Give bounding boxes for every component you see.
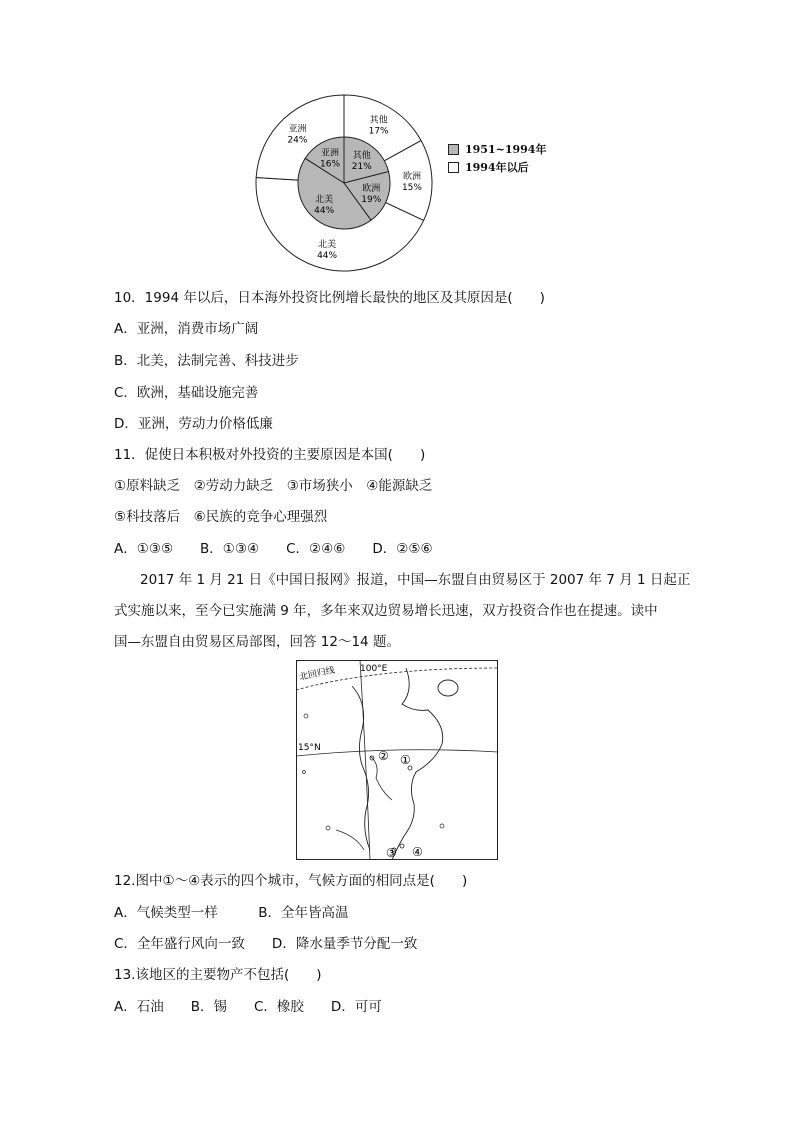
map-svg bbox=[296, 660, 498, 860]
japan-investment-pie-chart bbox=[254, 92, 434, 274]
tropic-label: 北回归线 bbox=[298, 665, 336, 683]
legend-swatch-white bbox=[448, 162, 459, 173]
legend-item-1951-1994 bbox=[448, 140, 546, 158]
passage-line-1: 2017 年 1 月 21 日《中国日报网》报道，中国—东盟自由贸易区于 2007 年 7 月 1 日起正 bbox=[140, 572, 691, 588]
pie-value-inner-欧洲: 19% bbox=[361, 194, 382, 205]
q13-stem: 13.该地区的主要物产不包括( ) bbox=[114, 967, 322, 983]
q13-options: A．石油 B．锡 C．橡胶 D．可可 bbox=[114, 999, 382, 1015]
city-3-label: ③ bbox=[386, 846, 397, 860]
pie-legend bbox=[448, 140, 546, 176]
pie-value-outer-其他: 17% bbox=[368, 126, 389, 137]
pie-label-inner-其他: 其他 bbox=[352, 151, 371, 162]
legend-item-after-1994 bbox=[448, 158, 546, 176]
pie-svg bbox=[254, 92, 434, 274]
pie-value-inner-北美: 44% bbox=[314, 206, 335, 217]
q10-option-c: C．欧洲，基础设施完善 bbox=[114, 385, 259, 401]
q10-option-a: A．亚洲，消费市场广阔 bbox=[114, 321, 259, 337]
q10-option-b: B．北美，法制完善、科技进步 bbox=[114, 353, 299, 369]
pie-label-inner-亚洲: 亚洲 bbox=[321, 148, 340, 159]
passage-line-2: 式实施以来，至今已实施满 9 年，多年来双边贸易增长迅速，双方投资合作也在提速。读中 bbox=[114, 603, 658, 619]
q12-options-row2: C．全年盛行风向一致 D．降水量季节分配一致 bbox=[114, 936, 418, 952]
q10-stem: 10．1994 年以后，日本海外投资比例增长最快的地区及其原因是( ) bbox=[114, 290, 545, 306]
pie-label-outer-其他: 其他 bbox=[369, 115, 388, 126]
passage-line-3: 国—东盟自由贸易区局部图，回答 12～14 题。 bbox=[114, 634, 400, 650]
pie-value-inner-亚洲: 16% bbox=[320, 159, 341, 170]
q11-options: A．①③⑤ B．①③④ C．②④⑥ D．②⑤⑥ bbox=[114, 541, 433, 557]
legend-label-1951-1994: 1951~1994年 bbox=[465, 143, 547, 156]
lon-label: 100°E bbox=[360, 664, 388, 674]
q11-stem: 11．促使日本积极对外投资的主要原因是本国( ) bbox=[114, 447, 426, 463]
q11-items-1: ①原料缺乏 ②劳动力缺乏 ③市场狭小 ④能源缺乏 bbox=[114, 478, 433, 494]
asean-region-map bbox=[296, 660, 498, 860]
q12-stem: 12.图中①～④表示的四个城市，气候方面的相同点是( ) bbox=[114, 873, 468, 889]
legend-swatch-gray bbox=[448, 144, 459, 155]
pie-value-inner-其他: 21% bbox=[351, 162, 372, 173]
pie-label-outer-欧洲: 欧洲 bbox=[402, 171, 421, 182]
pie-value-outer-北美: 44% bbox=[317, 250, 338, 261]
city-2-label: ② bbox=[378, 749, 389, 763]
legend-label-after-1994: 1994年以后 bbox=[465, 161, 529, 174]
pie-value-outer-亚洲: 24% bbox=[287, 135, 308, 146]
pie-value-outer-欧洲: 15% bbox=[401, 182, 422, 193]
pie-label-outer-北美: 北美 bbox=[318, 239, 337, 250]
city-4-label: ④ bbox=[412, 845, 423, 859]
q11-items-2: ⑤科技落后 ⑥民族的竞争心理强烈 bbox=[114, 509, 328, 525]
q10-option-d: D．亚洲，劳动力价格低廉 bbox=[114, 416, 273, 432]
q12-options-row1: A．气候类型一样 B．全年皆高温 bbox=[114, 905, 349, 921]
city-1-label: ① bbox=[400, 753, 411, 767]
pie-label-inner-欧洲: 欧洲 bbox=[362, 183, 381, 194]
pie-label-outer-亚洲: 亚洲 bbox=[288, 124, 307, 135]
lat-label: 15°N bbox=[298, 743, 321, 753]
pie-label-inner-北美: 北美 bbox=[315, 195, 334, 206]
